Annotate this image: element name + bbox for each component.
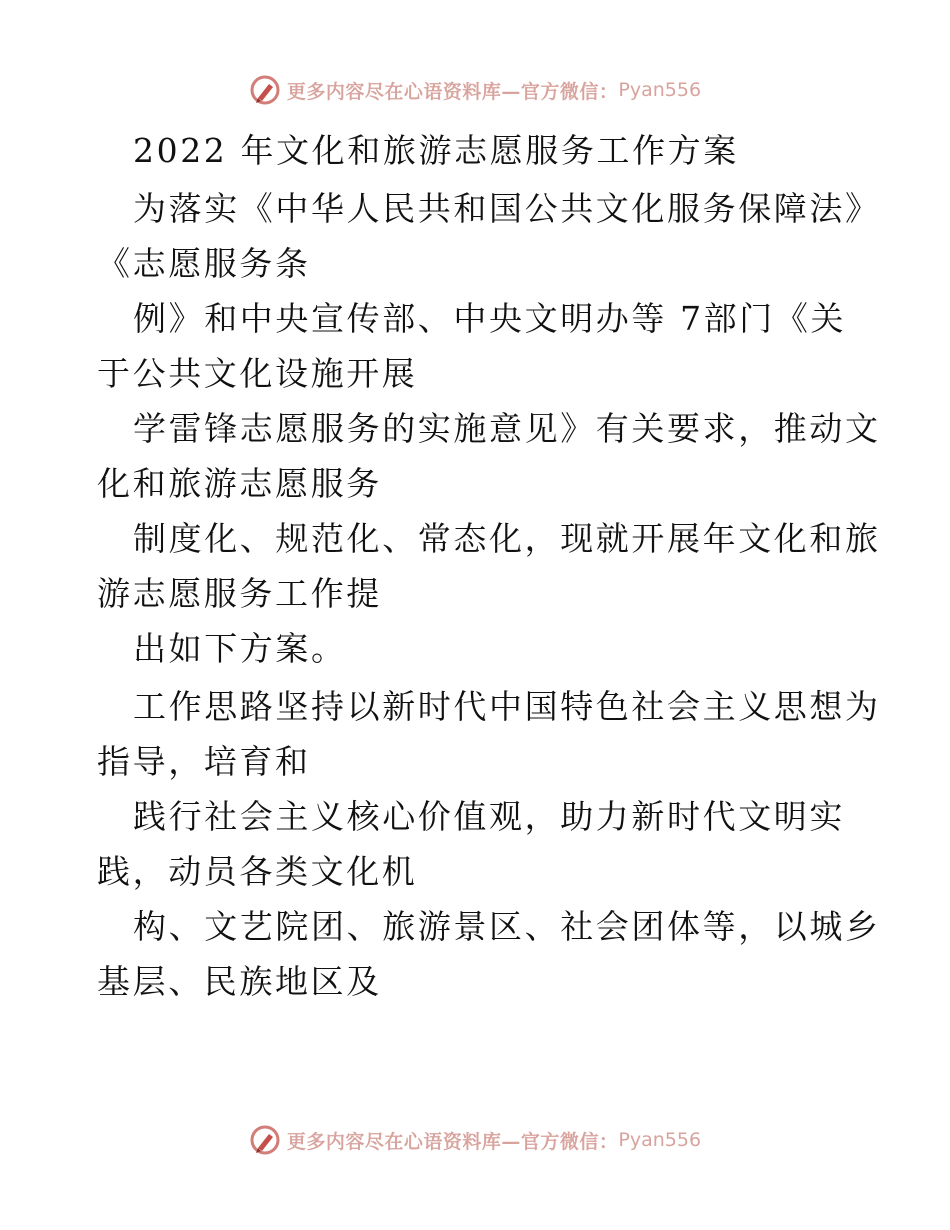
banner-wechat-id: Pyan556	[618, 79, 702, 101]
document-title: 2022 年文化和旅游志愿服务工作方案	[133, 131, 739, 170]
text-line: 例》和中央宣传部、中央文明办等 7部门《关	[133, 299, 847, 338]
text-line: 工作思路坚持以新时代中国特色社会主义思想为	[133, 687, 881, 726]
text-line: 践行社会主义核心价值观，助力新时代文明实	[133, 797, 845, 836]
text-line: 游志愿服务工作提	[97, 574, 382, 613]
banner-text: 更多内容尽在心语资料库—官方微信：	[286, 80, 619, 103]
text-line: 基层、民族地区及	[97, 962, 382, 1001]
text-line: 为落实《中华人民共和国公共文化服务保障法》	[133, 189, 881, 228]
text-line: 制度化、规范化、常态化，现就开展年文化和旅	[133, 519, 881, 558]
banner-wechat-id: Pyan556	[618, 1129, 702, 1151]
footer-banner	[0, 1120, 950, 1160]
text-line: 化和旅游志愿服务	[97, 464, 382, 503]
text-line: 践，动员各类文化机	[97, 852, 418, 891]
pen-logo-icon	[249, 74, 281, 106]
header-banner	[0, 70, 950, 110]
text-line: 学雷锋志愿服务的实施意见》有关要求，推动文	[133, 409, 881, 448]
text-line: 出如下方案。	[133, 629, 347, 668]
banner-text: 更多内容尽在心语资料库—官方微信：	[286, 1130, 619, 1153]
text-line: 指导，培育和	[97, 742, 311, 781]
text-line: 于公共文化设施开展	[97, 354, 418, 393]
text-line: 构、文艺院团、旅游景区、社会团体等，以城乡	[133, 907, 881, 946]
pen-logo-icon	[249, 1124, 281, 1156]
text-line: 《志愿服务条	[97, 244, 311, 283]
document-body	[97, 122, 881, 1008]
